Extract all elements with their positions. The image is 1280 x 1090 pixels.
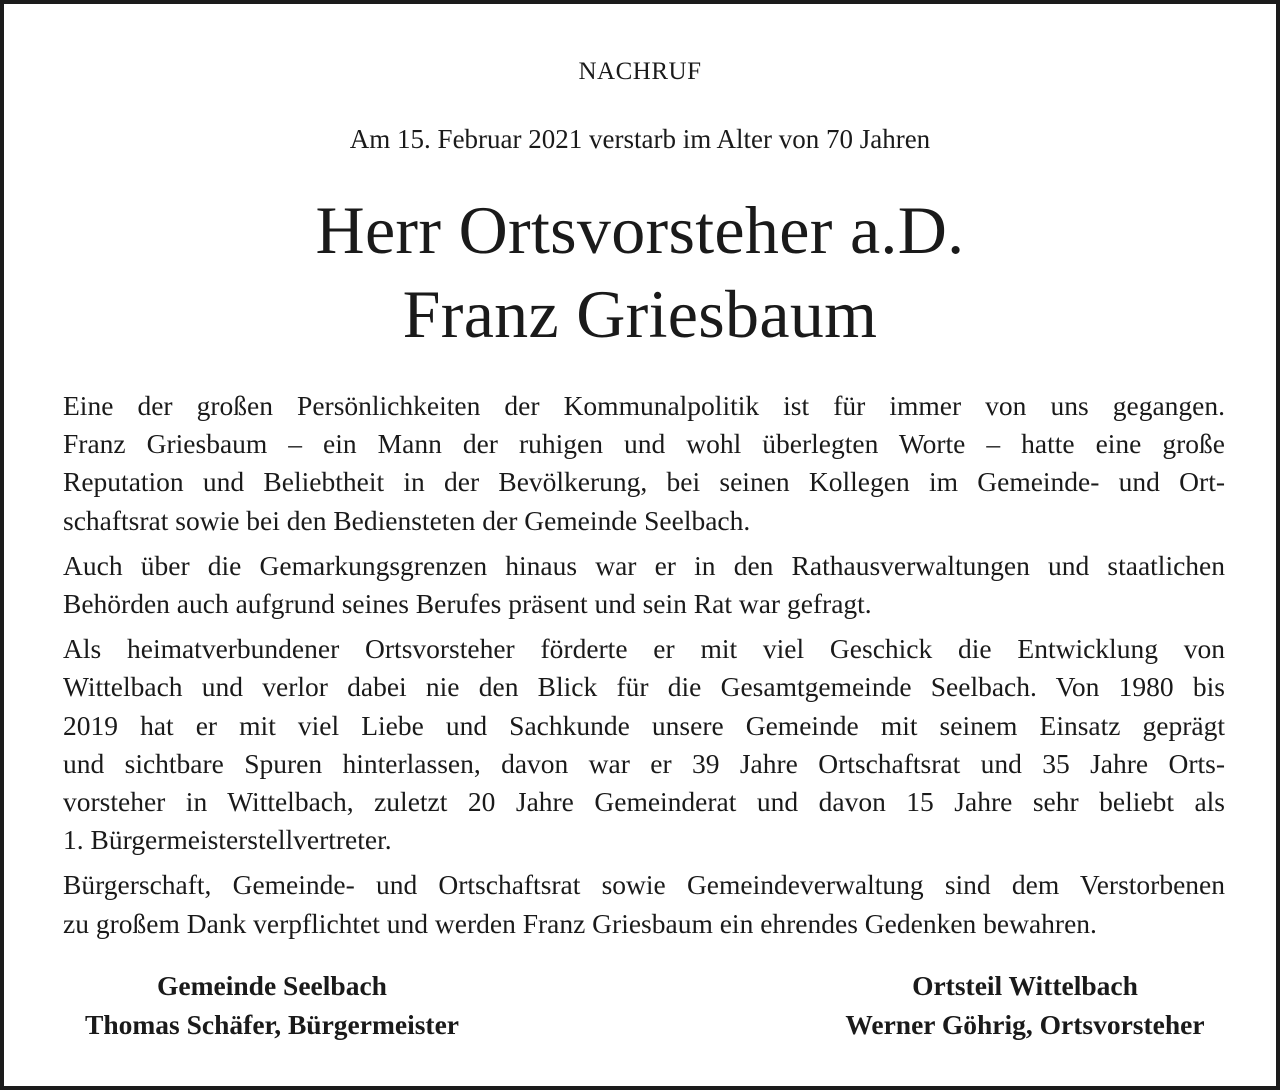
body-paragraph-4: [63, 866, 1225, 942]
deceased-title-line-1: Herr Ortsvorsteher a.D.: [315, 192, 965, 268]
body-line: 2019 hat er mit viel Liebe und Sachkunde unsere Gemeinde mit seinem Einsatz geprägt: [63, 709, 1225, 741]
signature-org: Gemeinde Seelbach: [157, 970, 387, 1001]
body-line: Als heimatverbundener Ortsvorsteher förderte er mit viel Geschick die Entwicklung von: [63, 633, 1225, 665]
body-paragraph-2: [63, 547, 1225, 623]
body-line: Wittelbach und verlor dabei nie den Blick für die Gesamtgemeinde Seelbach. Von 1980 bis: [63, 671, 1225, 703]
obituary-body: [63, 387, 1225, 950]
body-paragraph-3: [63, 630, 1225, 859]
deceased-title: [4, 188, 1276, 356]
notice-heading: NACHRUF: [578, 58, 702, 85]
body-line: Reputation und Beliebtheit in der Bevölkerung, bei seinen Kollegen im Gemeinde- und Ort-: [63, 466, 1225, 498]
body-line: Eine der großen Persönlichkeiten der Kommunalpolitik ist für immer von uns gegangen.: [63, 390, 1225, 421]
body-paragraph-1: [63, 387, 1225, 540]
body-line: schaftsrat sowie bei den Bediensteten der Gemeinde Seelbach.: [63, 504, 751, 536]
body-line: Bürgerschaft, Gemeinde- und Ortschaftsrat sowie Gemeindeverwaltung sind dem Verstorbenen: [63, 869, 1225, 901]
signature-left: [63, 966, 481, 1044]
body-line: Franz Griesbaum – ein Mann der ruhigen und wohl überlegten Worte – hatte eine große: [63, 428, 1225, 460]
body-line: Auch über die Gemarkungsgrenzen hinaus war er in den Rathausverwaltungen und staatlichen: [63, 549, 1225, 581]
signature-person: Werner Göhrig, Ortsvorsteher: [845, 1009, 1205, 1040]
body-line: Behörden auch aufgrund seines Berufes präsent und sein Rat war gefragt.: [63, 588, 872, 620]
body-line: vorsteher in Wittelbach, zuletzt 20 Jahre Gemeinderat und davon 15 Jahre sehr beliebt als: [63, 786, 1225, 818]
body-line: zu großem Dank verpflichtet und werden Franz Griesbaum ein ehrendes Gedenken bewahren.: [63, 907, 1097, 939]
body-line: 1. Bürgermeisterstellvertreter.: [63, 824, 392, 856]
signature-person: Thomas Schäfer, Bürgermeister: [85, 1009, 459, 1040]
notice-intro: Am 15. Februar 2021 verstarb im Alter von 70 Jahren: [349, 124, 931, 154]
signature-right: [825, 966, 1225, 1044]
signature-org: Ortsteil Wittelbach: [912, 970, 1138, 1001]
deceased-name: Franz Griesbaum: [402, 276, 878, 352]
body-line: und sichtbare Spuren hinterlassen, davon war er 39 Jahre Ortschaftsrat und 35 Jahre Orts-: [63, 747, 1225, 779]
